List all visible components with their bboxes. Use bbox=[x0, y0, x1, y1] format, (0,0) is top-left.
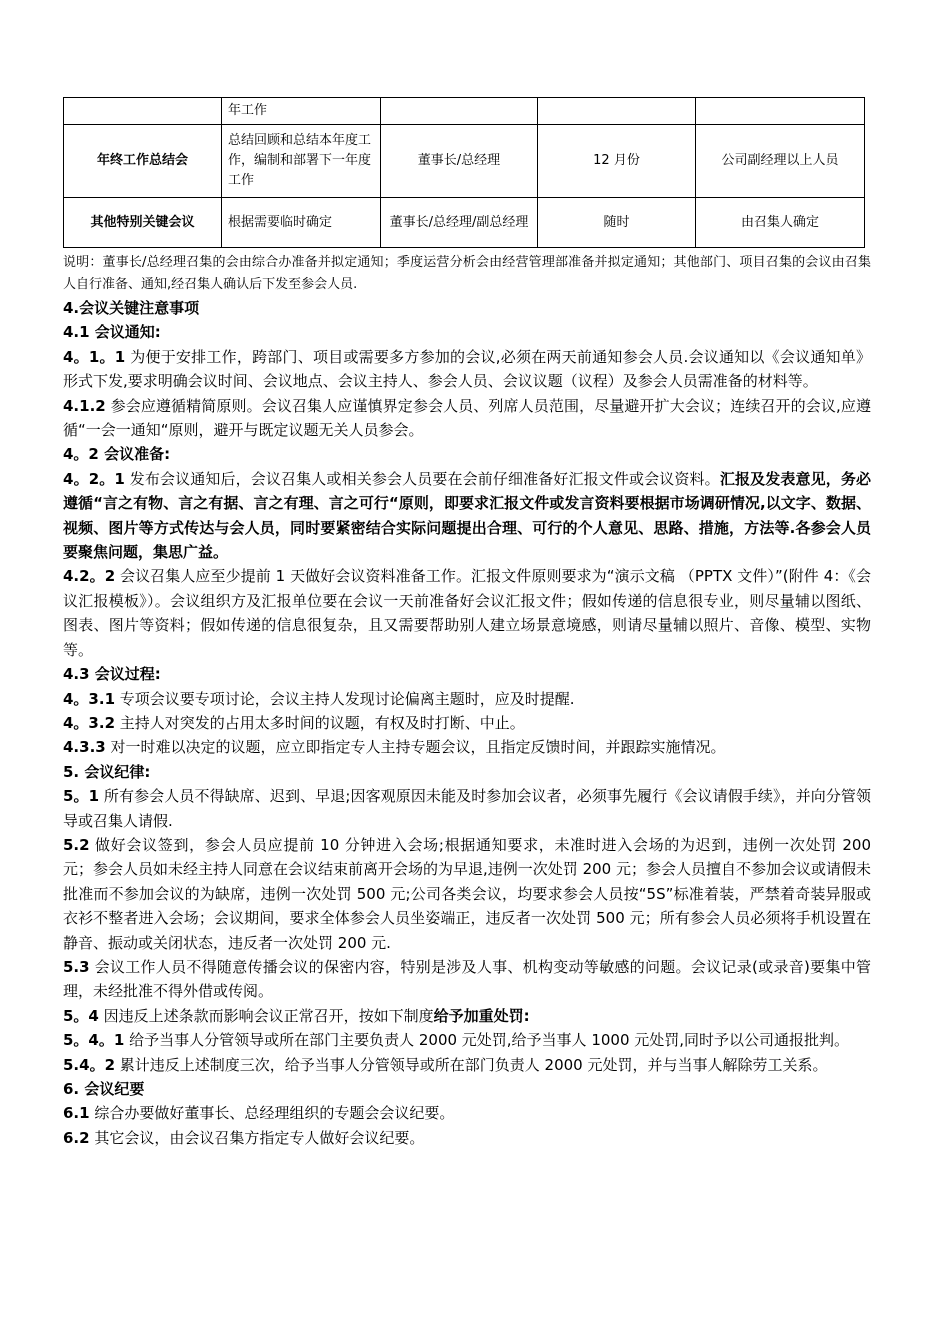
clause-number: 5。4 bbox=[63, 1006, 99, 1025]
clause-text: 因违反上述条款而影响会议正常召开，按如下制度 bbox=[98, 1006, 434, 1025]
paragraph-5-2 bbox=[63, 833, 871, 955]
clause-number: 4。3.2 bbox=[63, 713, 116, 732]
table-cell-convener bbox=[381, 98, 538, 125]
table-cell-time: 12 月份 bbox=[538, 125, 696, 198]
clause-number: 5。1 bbox=[63, 787, 100, 806]
section-4-3-heading: 4.3 会议过程: bbox=[63, 665, 161, 684]
clause-emphasis: 给予加重处罚: bbox=[433, 1006, 530, 1025]
table-row bbox=[64, 198, 865, 248]
clause-number: 4。3.1 bbox=[63, 689, 116, 708]
table-note: 说明：董事长/总经理召集的会由综合办准备并拟定通知；季度运营分析会由经营管理部准备并拟定通知；其他部门、项目召集的会议由召集人自行准备、通知,经召集人确认后下发至参会人员. bbox=[63, 255, 871, 292]
section-6-title: 6. 会议纪要 bbox=[63, 1080, 145, 1098]
clause-number: 4.2。2 bbox=[63, 567, 116, 586]
clause-text: 为便于安排工作，跨部门、项目或需要多方参加的会议,必须在两天前通知参会人员.会议通知以《会议通知单》形式下发,要求明确会议时间、会议地点、会议主持人、参会人员、会议议题（议程）及参会人员需准备的材料等。 bbox=[63, 347, 872, 391]
clause-number: 5.3 bbox=[63, 957, 90, 976]
clause-number: 4.1.2 bbox=[63, 396, 106, 415]
paragraph-5-3 bbox=[63, 955, 871, 1004]
clause-number: 6.2 bbox=[63, 1128, 90, 1147]
clause-text: 对一时难以决定的议题，应立即指定专人主持专题会议，且指定反馈时间，并跟踪实施情况。 bbox=[105, 738, 726, 757]
table-cell-content: 年工作 bbox=[222, 98, 381, 125]
clause-text: 主持人对突发的占用太多时间的议题，有权及时打断、中止。 bbox=[115, 713, 525, 732]
clause-number: 5.4。2 bbox=[63, 1055, 116, 1074]
section-4-title: 4.会议关键注意事项 bbox=[63, 299, 200, 317]
paragraph-4-1-1 bbox=[63, 345, 871, 394]
clause-text: 参会应遵循精简原则。会议召集人应谨慎界定参会人员、列席人员范围，尽量避开扩大会议；连续召开的会议,应遵循“一会一通知“原则，避开与既定议题无关人员参会。 bbox=[63, 396, 871, 440]
clause-text: 所有参会人员不得缺席、迟到、早退;因客观原因未能及时参加会议者，必须事先履行《会议请假手续》，并向分管领导或召集人请假. bbox=[63, 787, 872, 830]
table-row bbox=[64, 125, 865, 198]
paragraph-4-3-1 bbox=[63, 687, 871, 711]
paragraph-4-2-2 bbox=[63, 564, 871, 662]
clause-text: 发布会议通知后，会议召集人或相关参会人员要在会前仔细准备好汇报文件或会议资料。 bbox=[124, 469, 720, 488]
table-cell-convener: 董事长/总经理 bbox=[381, 125, 538, 198]
paragraph-5-4 bbox=[63, 1004, 871, 1028]
table-cell-attendees bbox=[696, 98, 865, 125]
document-page bbox=[63, 97, 871, 1150]
table-cell-name: 年终工作总结会 bbox=[64, 125, 222, 198]
clause-text: 专项会议要专项讨论，会议主持人发现讨论偏离主题时，应及时提醒. bbox=[115, 689, 575, 708]
paragraph-4-3-2 bbox=[63, 711, 871, 735]
clause-number: 5.2 bbox=[63, 835, 90, 854]
clause-text: 会议工作人员不得随意传播会议的保密内容，特别是涉及人事、机构变动等敏感的问题。会议记录(或录音)要集中管理，未经批准不得外借或传阅。 bbox=[63, 957, 871, 1001]
section-4-1-heading: 4.1 会议通知: bbox=[63, 323, 161, 342]
table-row bbox=[64, 98, 865, 125]
table-cell-attendees: 由召集人确定 bbox=[696, 198, 865, 248]
clause-emphasis: 汇报及发表意见，务必遵循“言之有物、言之有据、言之有理、言之可行“原则，即要求汇报文件或发言资料要根据市场调研情况,以文字、数据、视频、图片等方式传达与会人员，同时要紧密结合实际问题提出合理、可行的个人意见、思路、措施，方法等.各参会人员要聚焦问题，集思广益。 bbox=[63, 469, 871, 562]
table-cell-time: 随时 bbox=[538, 198, 696, 248]
clause-number: 6.1 bbox=[63, 1104, 90, 1123]
table-cell-name bbox=[64, 98, 222, 125]
section-5-title: 5. 会议纪律: bbox=[63, 762, 151, 781]
clause-text: 其它会议，由会议召集方指定专人做好会议纪要。 bbox=[89, 1128, 425, 1147]
table-cell-attendees: 公司副经理以上人员 bbox=[696, 125, 865, 198]
paragraph-5-4-1 bbox=[63, 1028, 871, 1052]
meeting-table bbox=[63, 97, 865, 248]
clause-text: 综合办要做好董事长、总经理组织的专题会会议纪要。 bbox=[89, 1104, 455, 1123]
paragraph-6-1 bbox=[63, 1101, 871, 1125]
clause-text: 会议召集人应至少提前 1 天做好会议资料准备工作。汇报文件原则要求为“演示文稿 （PPTX 文件）”(附件 4：《会议汇报模板》）。会议组织方及汇报单位要在会议一天前准备好会议汇报文件；假如传递的信息很专业，则尽量辅以图纸、图表、图片等资料；假如传递的信息很复杂，且又需要帮助别人建立场景意境感，则请尽量辅以照片、音像、模型、实物等。 bbox=[63, 567, 871, 659]
table-cell-content: 根据需要临时确定 bbox=[222, 198, 381, 248]
table-cell-time bbox=[538, 98, 696, 125]
paragraph-5-1 bbox=[63, 784, 871, 833]
paragraph-5-4-2 bbox=[63, 1053, 871, 1077]
paragraph-4-3-3 bbox=[63, 735, 871, 759]
clause-number: 4。2。1 bbox=[63, 469, 125, 488]
table-cell-convener: 董事长/总经理/副总经理 bbox=[381, 198, 538, 248]
paragraph-4-1-2 bbox=[63, 394, 871, 443]
clause-number: 4.3.3 bbox=[63, 738, 106, 757]
paragraph-6-2 bbox=[63, 1126, 871, 1150]
paragraph-4-2-1 bbox=[63, 467, 871, 565]
table-cell-content: 总结回顾和总结本年度工作，编制和部署下一年度工作 bbox=[222, 125, 381, 198]
clause-text: 做好会议签到，参会人员应提前 10 分钟进入会场;根据通知要求，未准时进入会场的为迟到，违例一次处罚 200 元；参会人员如未经主持人同意在会议结束前离开会场的为早退,违例一次处罚 200 元；参会人员擅自不参加会议或请假未批准而不参加会议的为缺席，违例一次处罚 500 元;公司各类会议，均要求参会人员按“5S”标准着装，严禁着奇装异服或衣衫不整者进入会场；会议期间，要求全体参会人员坐姿端正，违反者一次处罚 500 元；所有参会人员必须将手机设置在静音、振动或关闭状态，违反者一次处罚 200 元. bbox=[63, 835, 871, 952]
clause-text: 给予当事人分管领导或所在部门主要负责人 2000 元处罚,给予当事人 1000 元处罚,同时予以公司通报批判。 bbox=[124, 1031, 850, 1050]
clause-text: 累计违反上述制度三次，给予当事人分管领导或所在部门负责人 2000 元处罚，并与当事人解除劳工关系。 bbox=[115, 1055, 828, 1074]
section-4-2-heading: 4。2 会议准备: bbox=[63, 445, 171, 464]
table-cell-name: 其他特别关键会议 bbox=[64, 198, 222, 248]
clause-number: 5。4。1 bbox=[63, 1031, 125, 1050]
clause-number: 4。1。1 bbox=[63, 347, 126, 366]
